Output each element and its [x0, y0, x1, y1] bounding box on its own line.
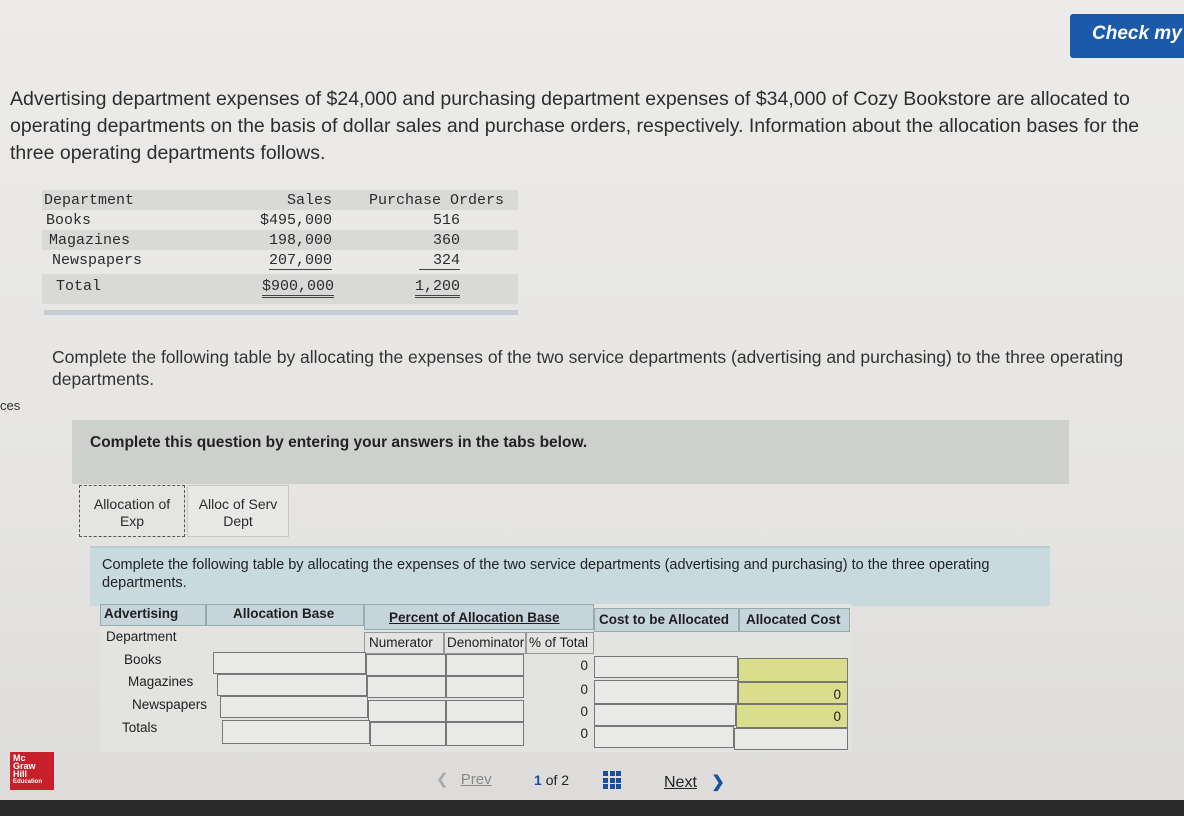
screen-bezel: [0, 800, 1184, 816]
header-department: Department: [44, 192, 135, 209]
tab-instruction-text: Complete the following table by allocating the expenses of the two service departments (advertising and purchasing) to the three operating departments.: [102, 557, 990, 591]
magazines-pct: 0: [580, 682, 588, 697]
table-divider: [44, 310, 518, 315]
header-percent-allocation-base: Percent of Allocation Base: [364, 604, 594, 630]
tab-alloc-of-serv-dept[interactable]: [187, 485, 289, 537]
books-cost-input[interactable]: [594, 656, 738, 678]
totals-allocation-base: [222, 720, 370, 744]
subheader-numerator: Numerator: [364, 632, 444, 654]
row-dept: Total: [56, 278, 102, 295]
logo-line: Hill: [13, 769, 28, 779]
page-indicator: [534, 772, 569, 788]
logo-line: Mc: [13, 753, 26, 763]
instruction-text: Complete the following table by allocating the expenses of the two service departments (advertising and purchasing) to the three operating departments.: [52, 347, 1124, 389]
magazines-allocation-base-input[interactable]: [217, 674, 367, 696]
prev-label: Prev: [460, 771, 492, 788]
advertising-title: Advertising: [100, 604, 206, 626]
magazines-denominator-input[interactable]: [446, 676, 524, 698]
subheader-pct-total: % of Total: [526, 632, 594, 654]
logo-line: Graw: [13, 761, 36, 771]
header-cost-to-be-allocated: Cost to be Allocated: [594, 608, 739, 632]
newspapers-cost-input[interactable]: [594, 704, 736, 726]
row-dept: Magazines: [49, 232, 131, 249]
row-orders: 516: [432, 212, 460, 229]
row-orders: 324: [419, 252, 460, 270]
table-row: [42, 250, 518, 270]
chevron-left-icon: ❮: [436, 771, 449, 788]
totals-numerator: [370, 722, 446, 746]
side-tab-label[interactable]: ces: [0, 398, 21, 413]
row-sales: $900,000: [262, 278, 334, 298]
header-purchase-orders: Purchase Orders: [368, 192, 504, 209]
question-banner: [72, 420, 1069, 484]
magazines-numerator-input[interactable]: [367, 676, 446, 698]
newspapers-pct: 0: [580, 704, 588, 719]
books-pct: 0: [580, 658, 588, 673]
totals-cost: [594, 726, 734, 748]
page-total: of 2: [545, 772, 570, 788]
newspapers-numerator-input[interactable]: [368, 700, 446, 722]
mcgraw-hill-logo: [10, 752, 54, 790]
books-allocation-base-input[interactable]: [213, 652, 366, 674]
chevron-right-icon: ❯: [711, 774, 725, 791]
problem-intro: Advertising department expenses of $24,000 and purchasing department expenses of $34,000 of Cozy Bookstore are allocated to operating departments on the basis of dollar sales and purchase orders, respectively. Information about the allocation bases for the three operating departments follows.: [10, 88, 1140, 164]
row-dept: Newspapers: [52, 252, 143, 269]
magazines-cost-input[interactable]: [594, 680, 738, 704]
next-label: Next: [664, 774, 697, 791]
books-numerator-input[interactable]: [366, 654, 446, 676]
newspapers-allocated-cost: 0: [736, 704, 848, 728]
grid-icon[interactable]: [603, 771, 621, 789]
row-sales: $495,000: [259, 212, 332, 229]
next-button[interactable]: [664, 772, 725, 792]
subheader-department: Department: [106, 629, 177, 644]
row-sales: 198,000: [268, 232, 332, 249]
question-banner-text: Complete this question by entering your answers in the tabs below.: [90, 434, 588, 451]
row-label-totals: Totals: [122, 720, 158, 735]
department-data-table: [42, 190, 518, 300]
books-allocated-cost: [738, 658, 848, 682]
prev-button[interactable]: [436, 770, 492, 788]
check-my-work-button[interactable]: Check my: [1070, 14, 1184, 58]
table-row: [42, 210, 518, 230]
row-label-newspapers: Newspapers: [132, 697, 208, 712]
table-total-row: [42, 274, 518, 304]
totals-allocated-cost: [734, 728, 848, 750]
tab-instruction-box: [90, 546, 1050, 606]
totals-pct: 0: [580, 726, 588, 741]
header-allocation-base: Allocation Base: [206, 604, 364, 626]
header-allocated-cost: Allocated Cost: [739, 608, 850, 632]
table-row: [42, 230, 518, 250]
tab-allocation-of-exp[interactable]: [79, 485, 185, 537]
row-orders: 360: [432, 232, 460, 249]
row-orders: 1,200: [415, 278, 460, 298]
allocation-table: [100, 604, 852, 752]
books-denominator-input[interactable]: [446, 654, 524, 676]
magazines-allocated-cost: 0: [738, 682, 848, 704]
subheader-denominator: Denominator: [444, 632, 526, 654]
row-label-books: Books: [124, 652, 162, 667]
newspapers-allocation-base-input[interactable]: [220, 696, 368, 718]
logo-line: Education: [13, 779, 43, 785]
table-header-row: [42, 190, 518, 210]
current-page: 1: [534, 772, 542, 788]
header-sales: Sales: [286, 192, 332, 209]
tab-label: Alloc of Serv Dept: [198, 496, 278, 529]
newspapers-denominator-input[interactable]: [446, 700, 524, 722]
row-sales: 207,000: [268, 252, 332, 269]
totals-denominator: [446, 722, 524, 746]
tab-label: Allocation of Exp: [93, 496, 171, 529]
row-dept: Books: [46, 212, 92, 229]
row-label-magazines: Magazines: [128, 674, 194, 689]
